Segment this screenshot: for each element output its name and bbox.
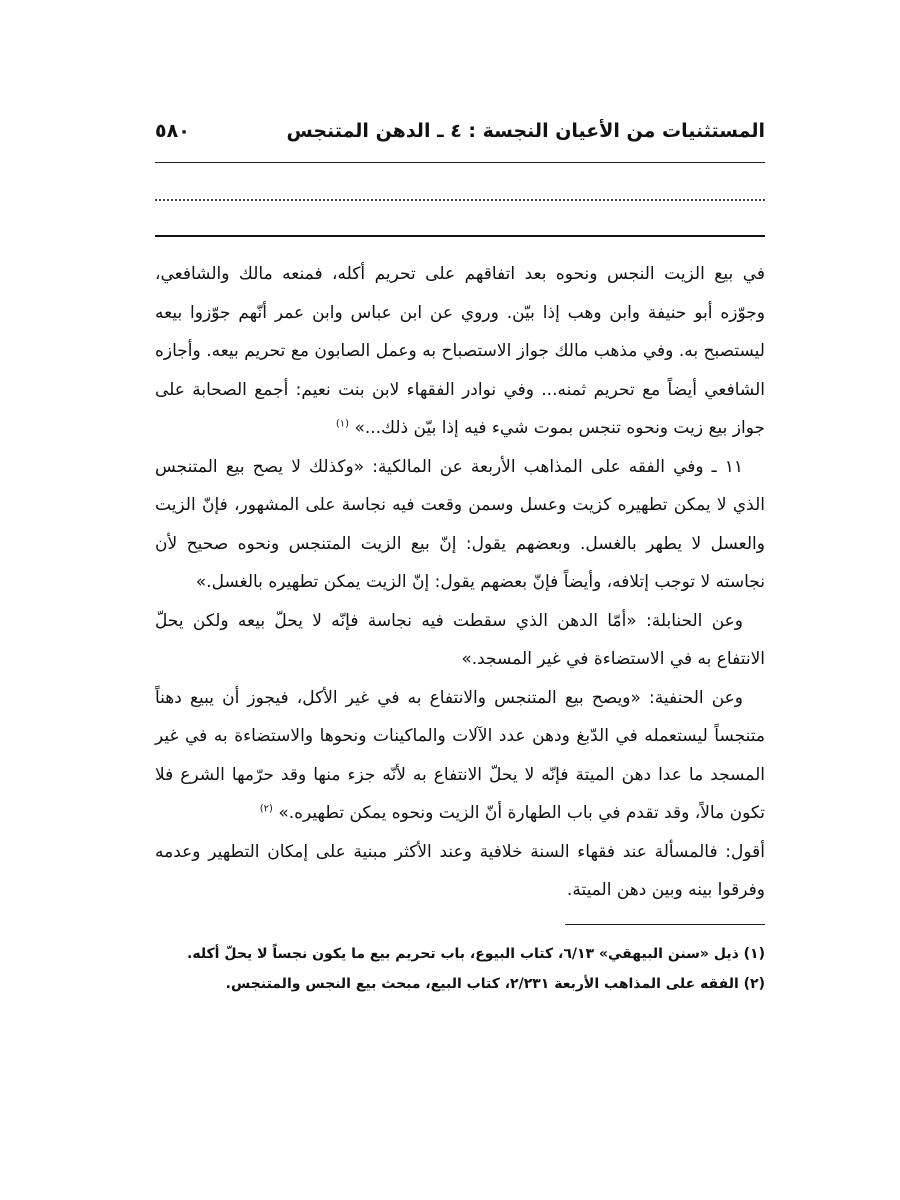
- page-number: ٥٨٠: [155, 120, 190, 142]
- running-header: [155, 120, 765, 163]
- paragraph-2: [155, 448, 765, 602]
- paragraph-1: [155, 255, 765, 448]
- paragraph-2-text: ١١ ـ وفي الفقه على المذاهب الأربعة عن المالكية: «وكذلك لا يصح بيع المتنجس الذي لا يمكن تطهيره كزيت وعسل وسمن وقعت فيه نجاسة على المشهور، فإنّ الزيت والعسل لا يطهر بالغسل. وبعضهم يقول: إنّ بيع الزيت المتنجس ونحوه صحيح لأن نجاسته لا توجب إتلافه، وأيضاً فإنّ بعضهم يقول: إنّ الزيت يمكن تطهيره بالغسل.»: [155, 456, 765, 592]
- footnote-ref-1: (١): [335, 418, 350, 430]
- paragraph-1-text: في بيع الزيت النجس ونحوه بعد اتفاقهم على تحريم أكله، فمنعه مالك والشافعي، وجوّزه أبو حنيفة وابن وهب إذا بيّن. وروي عن ابن عباس وابن عمر أنّهم جوّزوا بيعه ليستصبح به. وفي مذهب مالك جواز الاستصباح به وعمل الصابون مع تحريم بيعه. وأجازه الشافعي أيضاً مع تحريم ثمنه... وفي نوادر الفقهاء لابن بنت نعيم: أجمع الصحابة على جواز بيع زيت ونحوه تنجس بموت شيء فيه إذا بيّن ذلك...»: [155, 264, 765, 438]
- header-title: المستثنيات من الأعيان النجسة : ٤ ـ الدهن المتنجس: [286, 120, 765, 142]
- page: [155, 120, 765, 999]
- paragraph-5-text: أقول: فالمسألة عند فقهاء السنة خلافية وعند الأكثر مبنية على إمكان التطهير وعدمه وفرقوا بينه وبين دهن الميتة.: [155, 841, 765, 900]
- body-text: [155, 255, 765, 910]
- footnote-rule: [565, 924, 765, 925]
- paragraph-4: [155, 679, 765, 833]
- footnote-1: (١) ذيل «سنن البيهقي» ٦/١٣، كتاب البيوع، باب تحريم بيع ما يكون نجساً لا يحلّ أكله.: [187, 945, 765, 962]
- dotted-separator: [155, 199, 765, 201]
- header-rule: [155, 235, 765, 237]
- paragraph-3: [155, 602, 765, 679]
- footnotes: [155, 939, 765, 999]
- paragraph-5: [155, 833, 765, 910]
- paragraph-4-text: وعن الحنفية: «ويصح بيع المتنجس والانتفاع به في غير الأكل، فيجوز أن يبيع دهناً متنجساً ليستعمله في الدّبغ ودهن عدد الآلات والماكينات ونحوها والاستضاءة به في غير المسجد ما عدا دهن الميتة فإنّه لا يحلّ الانتفاع به لأنّه جزء منها وقد حرّمها الشرع فلا تكون مالاً، وقد تقدم في باب الطهارة أنّ الزيت ونحوه يمكن تطهيره.»: [155, 687, 765, 823]
- footnote-ref-2: (٢): [259, 803, 273, 815]
- paragraph-3-text: وعن الحنابلة: «أمّا الدهن الذي سقطت فيه نجاسة فإنّه لا يحلّ بيعه ولكن يحلّ الانتفاع به في الاستضاءة في غير المسجد.»: [155, 610, 765, 669]
- footnote-2: (٢) الفقه على المذاهب الأربعة ٢/٢٣١، كتاب البيع، مبحث بيع النجس والمتنجس.: [225, 975, 765, 992]
